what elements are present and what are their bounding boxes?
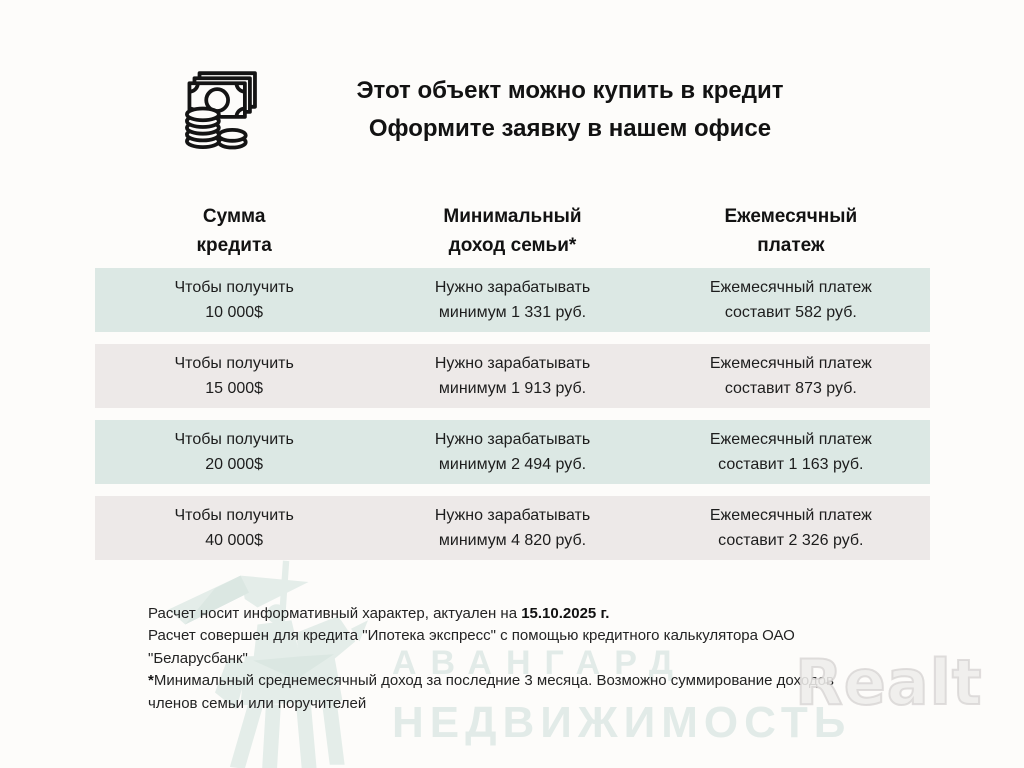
agency-watermark-line1: АВАНГАРД (392, 644, 687, 682)
table-row (95, 268, 930, 332)
footnote-validity: Расчет носит информативный характер, актуален на 15.10.2025 г. (148, 605, 610, 622)
credit-amount-cell: Чтобы получить 40 000$ (174, 507, 294, 549)
min-income-cell: Нужно зарабатывать минимум 1 913 руб. (434, 355, 591, 397)
footnote-income-note: *Минимальный среднемесячный доход за последние 3 месяца. Возможно суммирование доходов членов семьи или поручителей (148, 672, 834, 712)
column-header-credit-sum: Сумма кредита (196, 206, 272, 256)
monthly-payment-cell: Ежемесячный платеж составит 2 326 руб. (709, 507, 872, 549)
credit-table (95, 202, 930, 572)
footnote-source: Расчет совершен для кредита "Ипотека экспресс" с помощью кредитного калькулятора ОАО "Беларусбанк" (148, 627, 795, 667)
table-row (95, 496, 930, 560)
column-header-min-income: Минимальный доход семьи* (443, 206, 582, 256)
page-title-line1: Этот объект можно купить в кредит (356, 77, 784, 104)
realt-brand-watermark: Realt (795, 646, 983, 719)
footnotes (148, 603, 876, 715)
page-title-line2: Оформите заявку в нашем офисе (368, 115, 772, 142)
page-title (290, 72, 850, 148)
footnote-validity-date: 15.10.2025 г. (521, 605, 610, 622)
min-income-cell: Нужно зарабатывать минимум 4 820 руб. (434, 507, 591, 549)
column-header-monthly-payment: Ежемесячный платеж (724, 206, 858, 256)
monthly-payment-cell: Ежемесячный платеж составит 582 руб. (709, 279, 872, 321)
min-income-cell: Нужно зарабатывать минимум 1 331 руб. (434, 279, 591, 321)
table-row (95, 344, 930, 408)
monthly-payment-cell: Ежемесячный платеж составит 1 163 руб. (709, 431, 872, 473)
credit-amount-cell: Чтобы получить 10 000$ (174, 279, 294, 321)
credit-amount-cell: Чтобы получить 20 000$ (174, 431, 294, 473)
table-header-row (95, 202, 930, 260)
credit-amount-cell: Чтобы получить 15 000$ (174, 355, 294, 397)
agency-watermark-line2: НЕДВИЖИМОСТЬ (392, 698, 852, 747)
min-income-cell: Нужно зарабатывать минимум 2 494 руб. (434, 431, 591, 473)
monthly-payment-cell: Ежемесячный платеж составит 873 руб. (709, 355, 872, 397)
table-row (95, 420, 930, 484)
banknotes-coins-icon (176, 64, 260, 158)
footnote-asterisk: * (148, 672, 154, 690)
